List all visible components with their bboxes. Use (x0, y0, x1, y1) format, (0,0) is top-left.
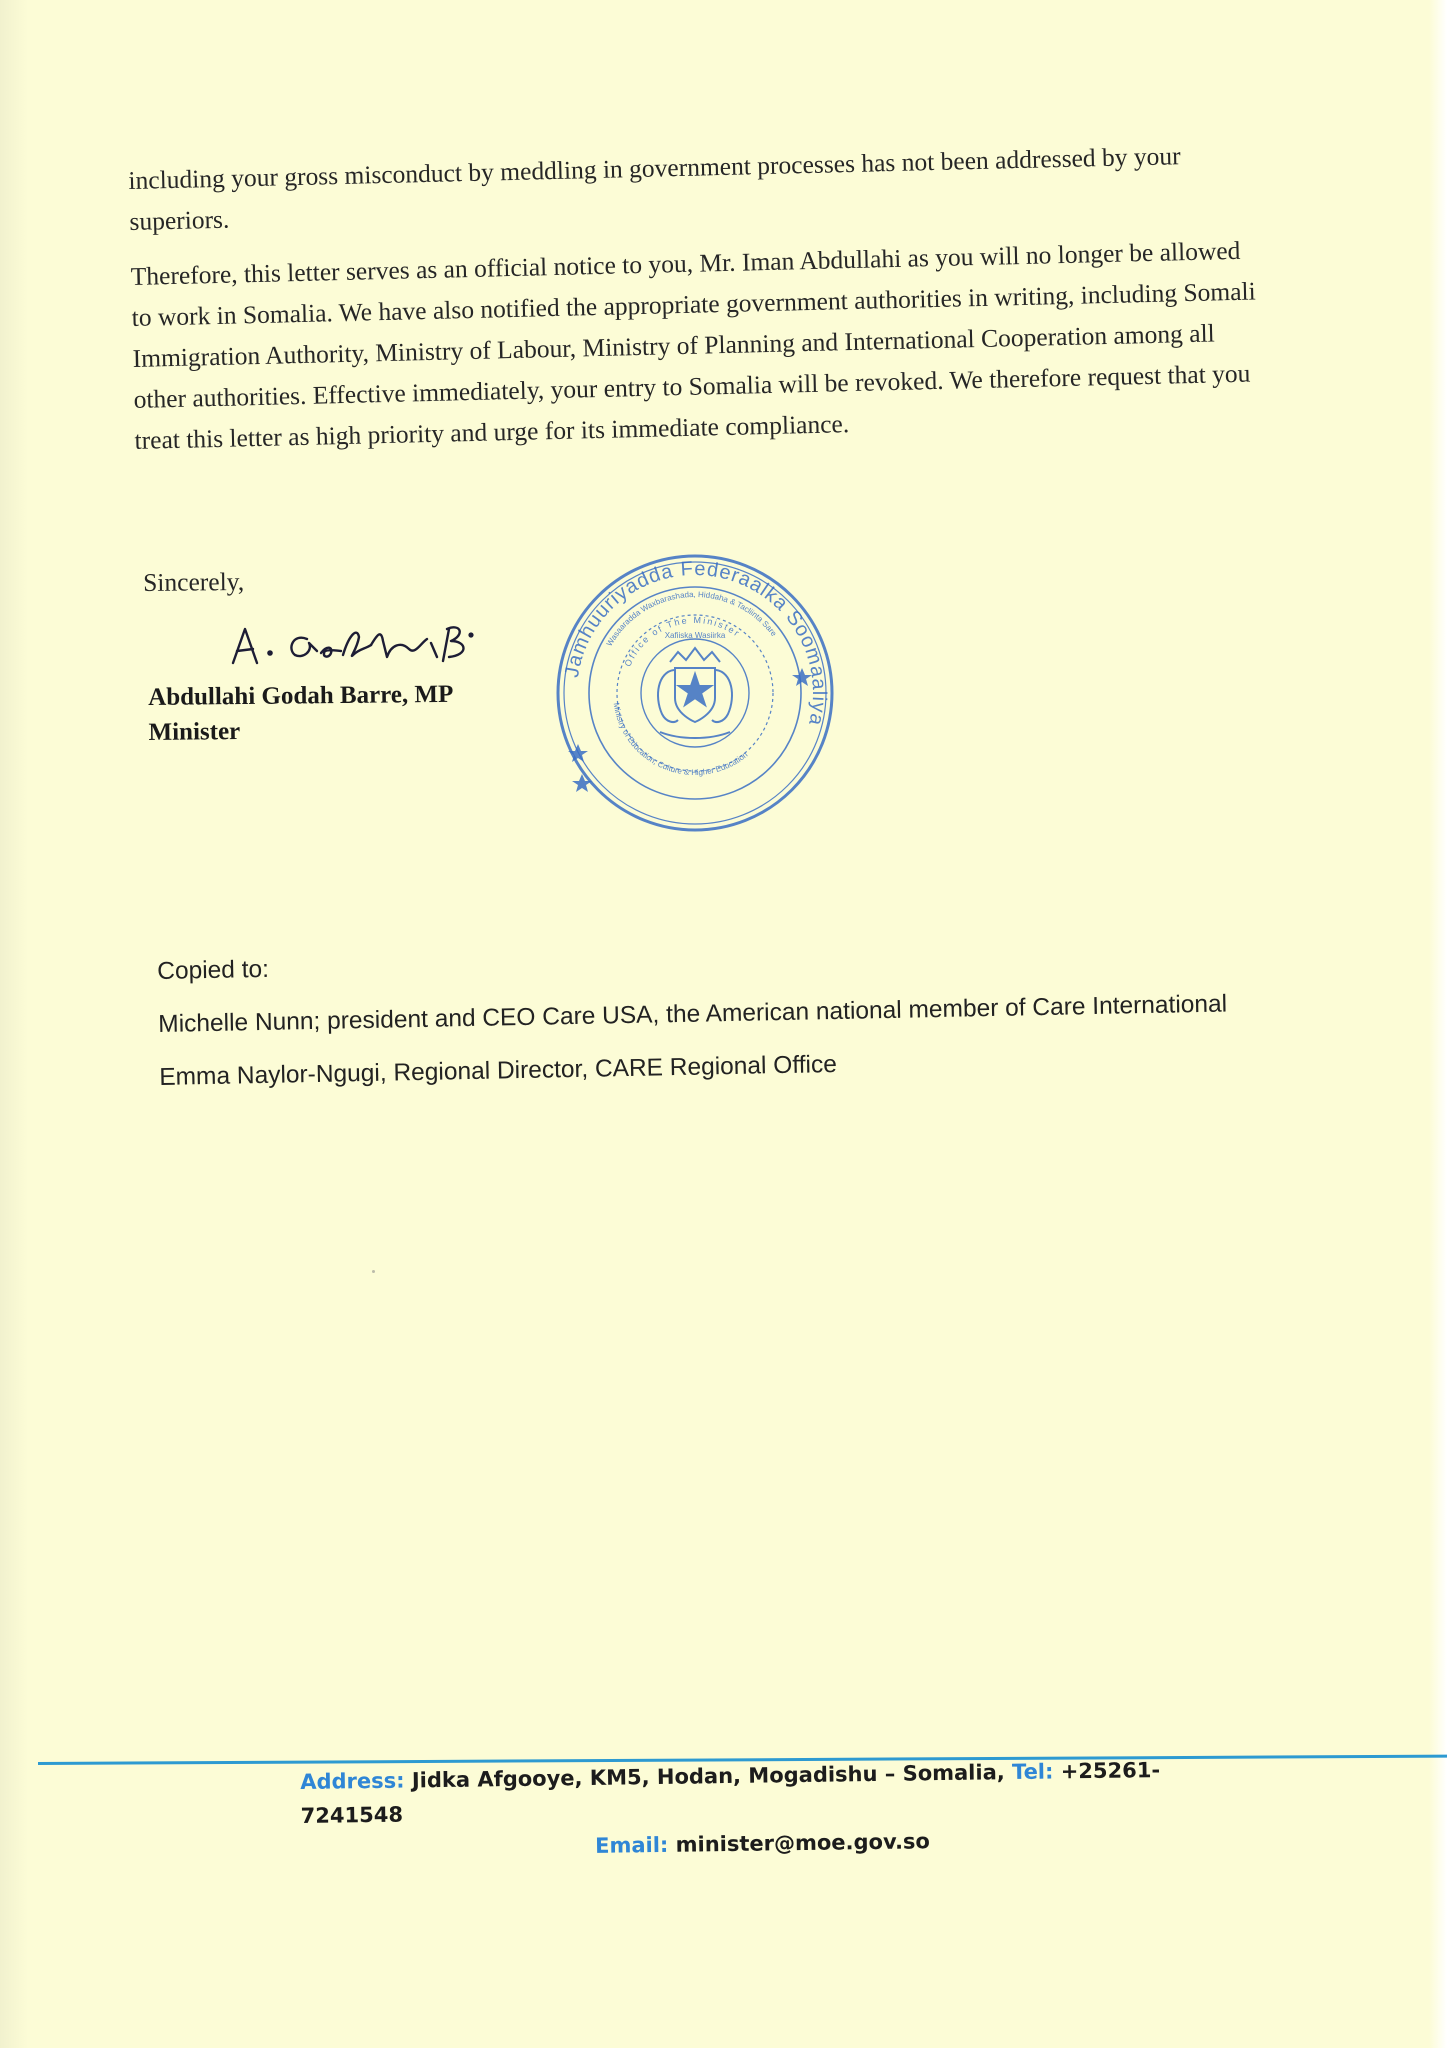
paragraph-1: including your gross misconduct by meddling in government processes has not been addressed by your superiors. (128, 141, 1181, 236)
page-shadow-left (0, 0, 28, 2048)
page-shadow-right (1429, 0, 1447, 2048)
official-seal (550, 548, 840, 838)
signatory-block (148, 677, 454, 750)
address-value: Jidka Afgooye, KM5, Hodan, Mogadishu – Somalia, (411, 1760, 1005, 1793)
footer-line-address (300, 1752, 1221, 1833)
signatory-name: Abdullahi Godah Barre, MP (148, 680, 454, 711)
seal-bottom-text: Ministry of Education, Culture & Higher Education (611, 702, 750, 778)
seal-outer-text: Jamhuuriyadda Federaalka Soomaaliya (561, 557, 831, 729)
paragraph-2: Therefore, this letter serves as an official notice to you, Mr. Iman Abdullahi as you will no longer be allowed to work in Somalia. We have also notified the appropriate government authorities in writing, including Somali Immigration Authority, Ministry of Labour, Ministry of Planning and International Cooperation among all other authorities. Effective immediately, your entry to Somalia will be revoked. We therefore request that you treat this letter as high priority and urge for its immediate compliance. (130, 235, 1256, 455)
coat-of-arms-icon (658, 648, 732, 738)
email-value[interactable]: minister@moe.gov.so (675, 1829, 931, 1857)
paper-speck (372, 1270, 375, 1273)
letterhead-footer (300, 1752, 1221, 1867)
copied-recipient-1: Michelle Nunn; president and CEO Care USA, the American national member of Care International (158, 990, 1228, 1038)
email-label: Email: (594, 1832, 669, 1858)
copied-recipient-2: Emma Naylor-Ngugi, Regional Director, CARE Regional Office (159, 1050, 838, 1091)
handwritten-signature (225, 605, 505, 675)
closing-salutation: Sincerely, (143, 566, 245, 597)
address-label: Address: (300, 1768, 405, 1794)
copied-to-heading: Copied to: (157, 955, 270, 985)
letter-body (128, 133, 1265, 475)
tel-label: Tel: (1011, 1759, 1054, 1785)
seal-center-text: Xafiiska Wasiirka (664, 631, 726, 640)
copied-to-section (157, 936, 1309, 1092)
seal-ring-text: Wasaaradda Waxbarashada, Hiddaha & Tacliinta Sare (604, 589, 779, 648)
tel-value: +25261-7241548 (300, 1757, 1161, 1828)
signatory-title: Minister (148, 718, 241, 746)
seal-inner-text: Office of The Minister (622, 614, 743, 669)
